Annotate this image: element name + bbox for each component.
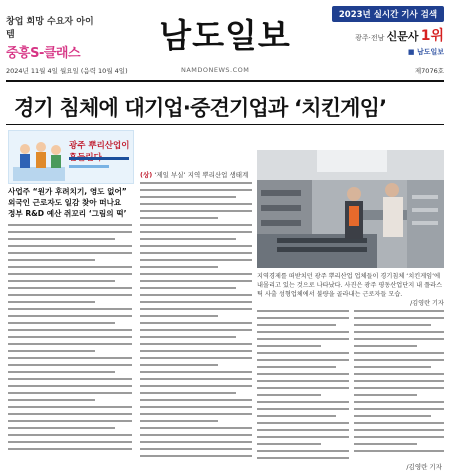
article-byline: /김영란 기자 (406, 463, 442, 471)
ad-right-sponsor: ■ 남도일보 (407, 48, 444, 56)
body-column-3 (257, 310, 349, 464)
ad-right-badge: 2023년 실시간 기사 검색 (332, 6, 444, 22)
body-column-2 (140, 182, 252, 462)
series-tag: (상) (140, 171, 153, 179)
issue-number: 제7076호 (414, 67, 444, 75)
subheads (8, 186, 134, 219)
ad-left-tagline: 창업 희망 수요자 아이템 (6, 17, 94, 40)
series-caption (140, 170, 248, 179)
series-banner: 광주 뿌리산업이 (69, 141, 130, 151)
series-title: ‘제일 부실’ 지역 뿌리산업 생태계 (154, 171, 249, 179)
site-url[interactable]: NAMDONEWS.COM (181, 66, 250, 74)
factory-workers-image (257, 150, 444, 268)
body-column-4 (354, 310, 444, 457)
ad-right-rank (332, 25, 444, 45)
ad-left[interactable] (6, 14, 98, 61)
newspaper-title: 남도일보 (159, 16, 291, 55)
banner-accent-bar-light (69, 165, 109, 168)
subhead-1: 사업주 “원가 후려치기, 영도 없어” (8, 187, 127, 196)
dateline (6, 66, 444, 78)
masthead (0, 0, 450, 62)
photo-caption-text: 지역경제를 떠받치던 광주 뿌리산업 업체들이 경기침체 ‘치킨게임’에 내몰리고 있는 것으로 나타났다. 사진은 광주 평동산업단지 내 플라스틱 사출 성형업체에서 불량을 골라내는 근로자들 모습. (257, 273, 443, 298)
subhead-3: 정부 R&D 예산 쥐꼬리 ‘그림의 떡’ (8, 209, 127, 218)
headline-divider (6, 124, 444, 125)
subhead-2: 외국인 근로자도 일감 찾아 떠나요 (8, 198, 122, 207)
series-infographic (8, 130, 134, 184)
ad-right-rank-number: 1위 (420, 28, 444, 44)
issue-date: 2024년 11월 4일 월요일 (음력 10월 4일) (6, 67, 128, 75)
ad-right-rank-label: 광주·전남 (355, 34, 385, 42)
ad-right-rank-text: 신문사 (386, 30, 419, 43)
workers-illustration-icon (13, 137, 65, 181)
main-headline[interactable]: 경기 침체에 대기업·중견기업과 ‘치킨게임’ (14, 96, 387, 120)
masthead-divider (6, 80, 444, 82)
ad-left-brand: 중흥S-클래스 (6, 46, 81, 61)
photo-credit: /김영란 기자 (410, 300, 444, 307)
ad-right[interactable] (332, 6, 444, 57)
banner-accent-bar (69, 157, 129, 160)
photo-caption (257, 272, 444, 308)
body-column-1 (8, 224, 132, 455)
factory-photo[interactable] (257, 150, 444, 268)
